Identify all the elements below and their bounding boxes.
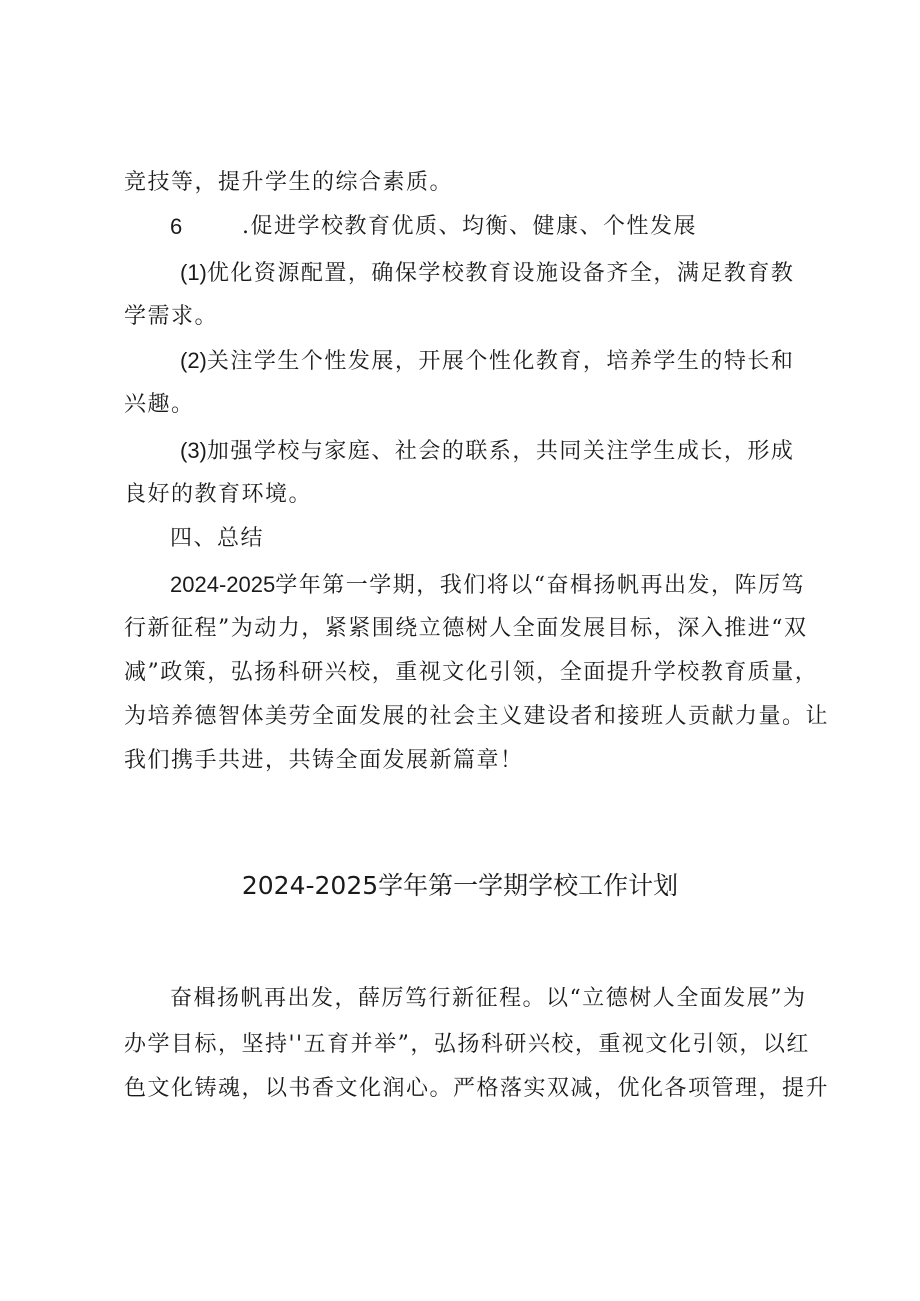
summary-text: 学年第一学期，我们将以“奋楫扬帆再出发，阵厉笃 bbox=[275, 573, 805, 598]
sub-item-1-line-1 bbox=[180, 258, 794, 289]
sub-item-2-line-1 bbox=[180, 346, 794, 377]
sub-item-label: (1) bbox=[180, 260, 207, 285]
sub-item-3-line-2: 良好的教育环境。 bbox=[124, 482, 313, 507]
sub-item-2-line-2: 兴趣。 bbox=[124, 392, 195, 417]
summary-line-1 bbox=[170, 570, 805, 601]
sub-item-label: (2) bbox=[180, 348, 207, 373]
item-number: 6 bbox=[170, 214, 183, 239]
sub-item-text: 关注学生个性发展，开展个性化教育，培养学生的特长和 bbox=[206, 349, 795, 374]
intro-line-2: 办学目标，坚持''五育并举”，弘扬科研兴校，重视文化引领，以红 bbox=[124, 1032, 810, 1057]
sub-item-3-line-1 bbox=[180, 436, 794, 467]
sub-item-label: (3) bbox=[180, 438, 207, 463]
section-heading: 四、总结 bbox=[170, 526, 265, 551]
summary-line-5: 我们携手共进，共铸全面发展新篇章！ bbox=[124, 748, 524, 773]
intro-line-3: 色文化铸魂，以书香文化润心。严格落实双减，优化各项管理，提升 bbox=[124, 1076, 830, 1101]
sub-item-1-line-2: 学需求。 bbox=[124, 304, 219, 329]
summary-line-3: 减”政策，弘扬科研兴校，重视文化引领，全面提升学校教育质量， bbox=[124, 660, 819, 685]
item-6-heading bbox=[170, 212, 697, 243]
paragraph-line: 竞技等，提升学生的综合素质。 bbox=[124, 170, 454, 195]
sub-item-text: 加强学校与家庭、社会的联系，共同关注学生成长，形成 bbox=[206, 439, 795, 464]
item-heading-text: .促进学校教育优质、均衡、健康、个性发展 bbox=[242, 214, 697, 239]
summary-line-4: 为培养德智体美劳全面发展的社会主义建设者和接班人贡献力量。让 bbox=[124, 704, 830, 729]
document-title: 2024-2025学年第一学期学校工作计划 bbox=[241, 871, 679, 900]
summary-line-2: 行新征程”为动力，紧紧围绕立德树人全面发展目标，深入推进“双 bbox=[124, 616, 808, 641]
intro-line-1: 奋楫扬帆再出发，薛厉笃行新征程。以“立德树人全面发展”为 bbox=[170, 986, 807, 1011]
sub-item-text: 优化资源配置，确保学校教育设施设备齐全，满足教育教 bbox=[206, 261, 795, 286]
year-range: 2024-2025 bbox=[170, 572, 276, 597]
